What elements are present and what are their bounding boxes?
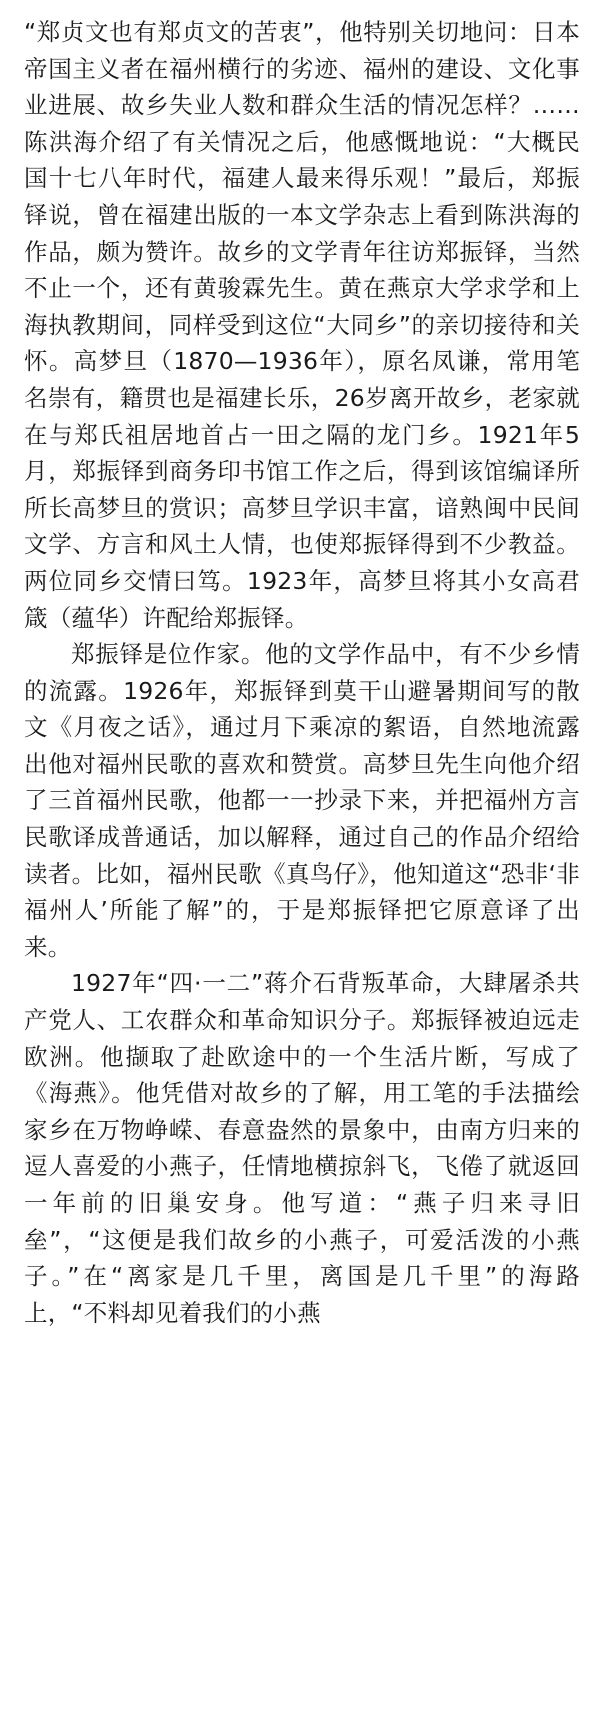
paragraph-1: “郑贞文也有郑贞文的苦衷”，他特别关切地问：日本帝国主义者在福州横行的劣迹、福州的建设、文化事业进展、故乡失业人数和群众生活的情况怎样？……陈洪海介绍了有关情况之后，他感慨地说：“大概民国十七八年时代，福建人最来得乐观！”最后，郑振铎说，曾在福建出版的一本文学杂志上看到陈洪海的作品，颇为赞许。故乡的文学青年往访郑振铎，当然不止一个，还有黄骏霖先生。黄在燕京大学求学和上海执教期间，同样受到这位“大同乡”的亲切接待和关怀。高梦旦（1870—1936年），原名凤谦，常用笔名崇有，籍贯也是福建长乐，26岁离开故乡，老家就在与郑氏祖居地首占一田之隔的龙门乡。1921年5月，郑振铎到商务印书馆工作之后，得到该馆编译所所长高梦旦的赏识；高梦旦学识丰富，谙熟闽中民间文学、方言和风土人情，也使郑振铎得到不少教益。两位同乡交情曰笃。1923年，高梦旦将其小女高君箴（蕴华）许配给郑振铎。 (24, 18, 580, 632)
paragraph-2: 郑振铎是位作家。他的文学作品中，有不少乡情的流露。1926年，郑振铎到莫干山避暑期间写的散文《月夜之话》，通过月下乘凉的絮语，自然地流露出他对福州民歌的喜欢和赞赏。高梦旦先生向他介绍了三首福州民歌，他都一一抄录下来，并把福州方言民歌译成普通话，加以解释，通过自己的作品介绍给读者。比如，福州民歌《真鸟仔》，他知道这“恐非‘非福州人’所能了解”的，于是郑振铎把它原意译了出来。 (24, 640, 580, 961)
paragraph-3: 1927年“四·一二”蒋介石背叛革命，大肆屠杀共产党人、工农群众和革命知识分子。郑振铎被迫远走欧洲。他撷取了赴欧途中的一个生活片断，写成了《海燕》。他凭借对故乡的了解，用工笔的手法描绘家乡在万物峥嵘、春意盎然的景象中，由南方归来的逗人喜爱的小燕子，任情地横掠斜飞，飞倦了就返回一年前的旧巢安身。他写道：“燕子归来寻旧垒”，“这便是我们故乡的小燕子，可爱活泼的小燕子。”在“离家是几千里，离国是几千里”的海路上，“不料却见着我们的小燕 (24, 969, 580, 1327)
